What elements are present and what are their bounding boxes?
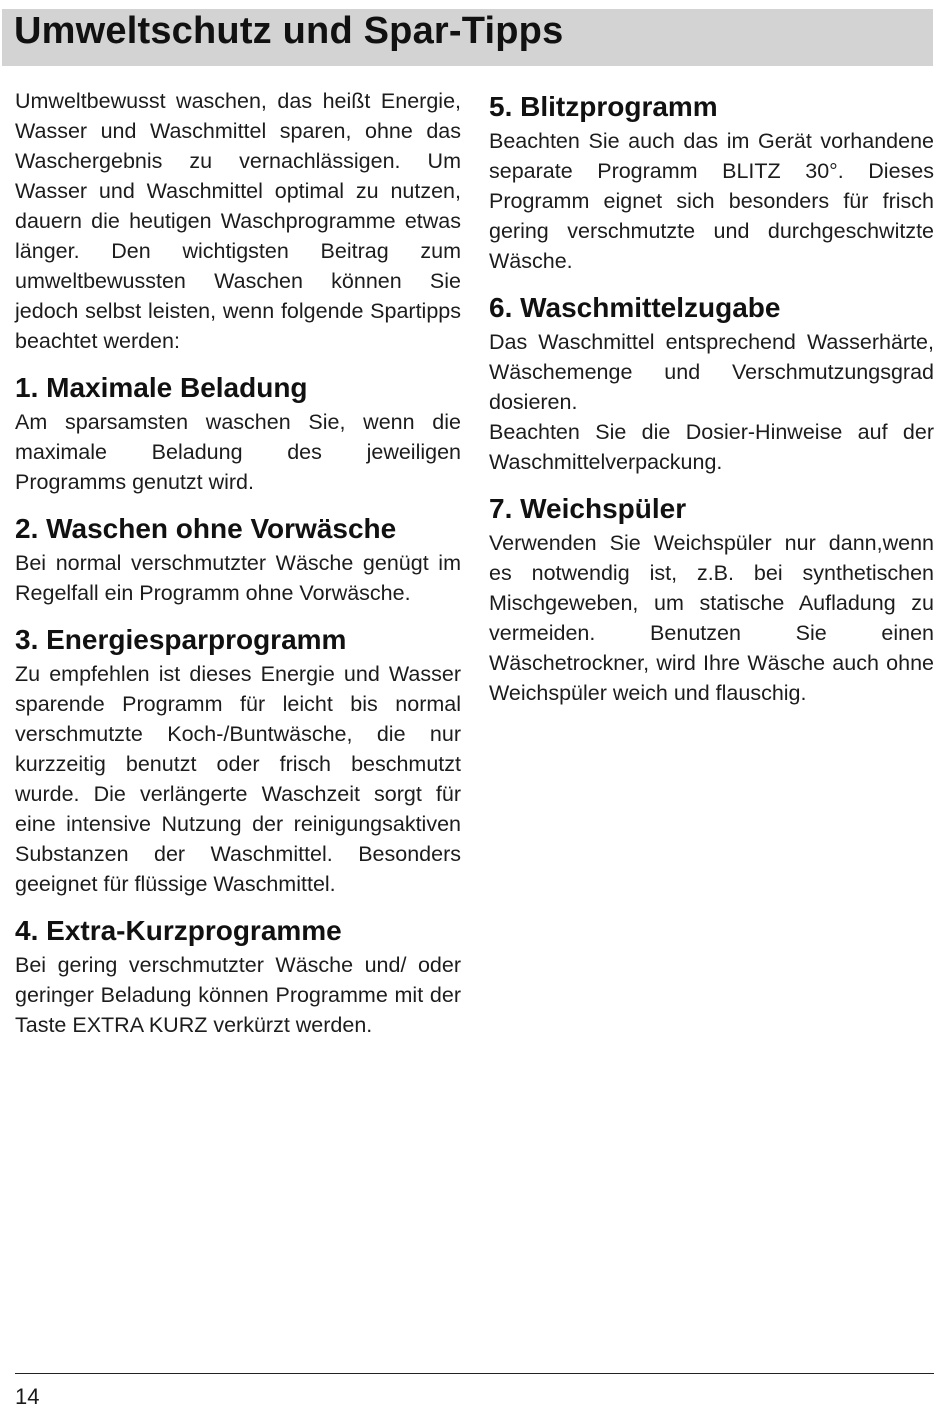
section-text: Beachten Sie auch das im Gerät vorhandene separate Programm BLITZ 30°. Dieses Programm eignet sich besonders für frisch gering verschmutzte und durchgeschwitzte Wäsche. xyxy=(489,129,934,273)
section-extra-kurzprogramme xyxy=(15,912,461,1040)
intro-paragraph: Umweltbewusst waschen, das heißt Energie, Wasser und Waschmittel sparen, ohne das Waschergebnis zu vernachlässigen. Um Wasser und Waschmittel optimal zu nutzen, dauern die heutigen Waschprogramme etwas länger. Den wichtigsten Beitrag zum umweltbewussten Waschen können Sie jedoch selbst leisten, wenn folgende Spartipps beachtet werden: xyxy=(15,89,461,353)
section-energiesparprogramm xyxy=(15,621,461,899)
section-waschen-ohne-vorwaesche xyxy=(15,510,461,608)
section-text: Bei normal verschmutzter Wäsche genügt im Regelfall ein Programm ohne Vorwäsche. xyxy=(15,551,461,605)
section-heading: 5. Blitzprogramm xyxy=(489,91,718,122)
footer-rule xyxy=(15,1373,934,1374)
section-text: Verwenden Sie Weichspüler nur dann,wenn es notwendig ist, z.B. bei synthetischen Mischgeweben, um statische Aufladung zu vermeiden. Benutzen Sie einen Wäschetrockner, wird Ihre Wäsche auch ohne Weichspüler weich und flauschig. xyxy=(489,531,934,705)
page-number: 14 xyxy=(15,1384,40,1409)
section-text: Das Waschmittel entsprechend Wasserhärte, Wäschemenge und Verschmutzungsgrad dosieren. Beachten Sie die Dosier-Hinweise auf der Waschmittelverpackung. xyxy=(489,330,934,474)
section-maximale-beladung xyxy=(15,369,461,497)
left-column xyxy=(15,86,461,1053)
section-text: Bei gering verschmutzter Wäsche und/ oder geringer Beladung können Programme mit der Taste EXTRA KURZ verkürzt werden. xyxy=(15,953,461,1037)
section-text: Zu empfehlen ist dieses Energie und Wasser sparende Programm für leicht bis normal verschmutzte Koch-/Buntwäsche, die nur kurzzeitig benutzt oder frisch beschmutzt wurde. Die verlängerte Waschzeit sorgt für eine intensive Nutzung der reinigungsaktiven Substanzen der Waschmittel. Besonders geeignet für flüssige Waschmittel. xyxy=(15,662,461,896)
section-text: Am sparsamsten waschen Sie, wenn die maximale Beladung des jeweiligen Programms genutzt wird. xyxy=(15,410,461,494)
right-column xyxy=(489,86,934,721)
section-weichspueler xyxy=(489,490,934,708)
section-heading: 1. Maximale Beladung xyxy=(15,372,308,403)
section-heading: 6. Waschmittelzugabe xyxy=(489,292,781,323)
section-heading: 3. Energiesparprogramm xyxy=(15,624,347,655)
section-blitzprogramm xyxy=(489,88,934,276)
page-title: Umweltschutz und Spar-Tipps xyxy=(14,10,564,52)
section-waschmittelzugabe xyxy=(489,289,934,477)
section-heading: 7. Weichspüler xyxy=(489,493,687,524)
section-heading: 2. Waschen ohne Vorwäsche xyxy=(15,513,397,544)
section-heading: 4. Extra-Kurzprogramme xyxy=(15,915,342,946)
